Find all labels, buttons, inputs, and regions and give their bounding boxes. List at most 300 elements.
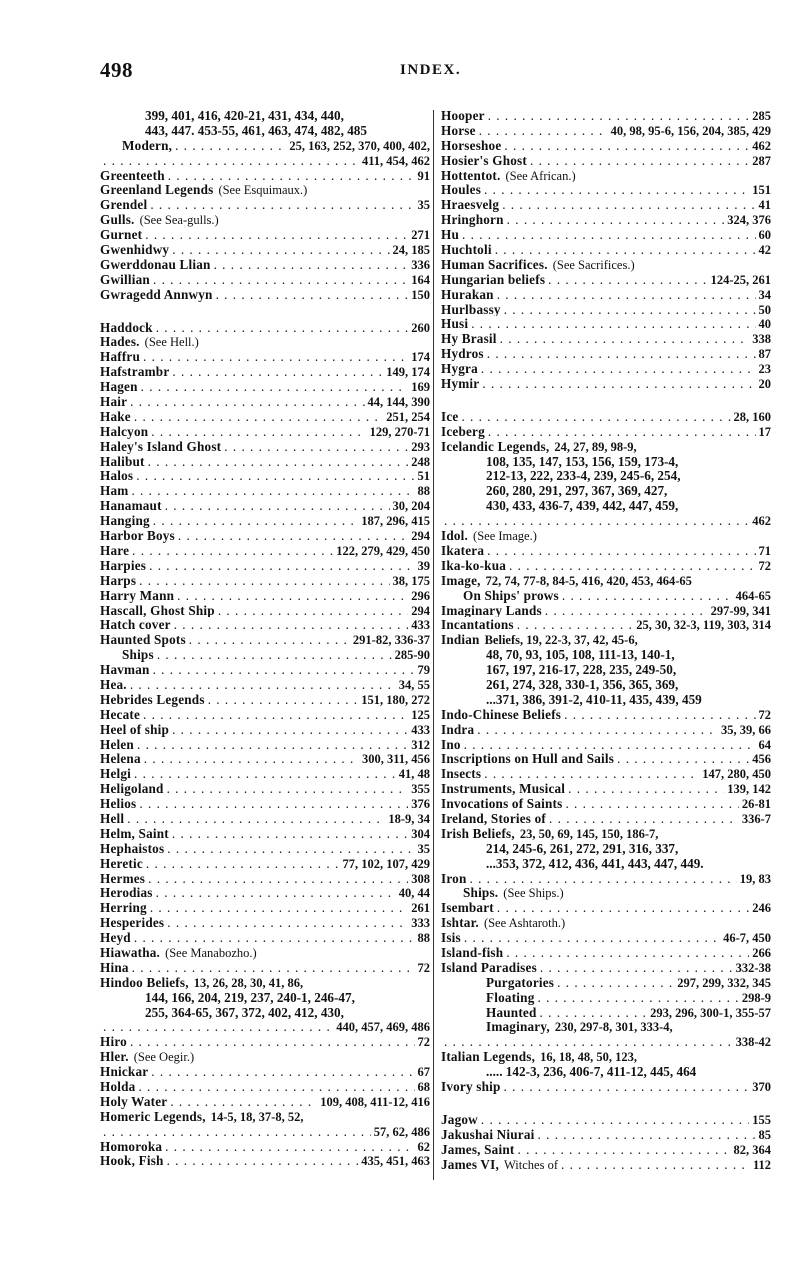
index-entry [441,197,771,212]
entry-line [100,766,430,781]
page-references: 456 [752,752,771,767]
entry-heading: Image, [441,572,481,588]
page-references: 41, 48 [398,767,430,782]
entry-line [100,871,430,886]
entry-line [441,346,771,361]
entry-line [441,331,771,346]
entry-heading: Hina [100,959,129,975]
dot-leader [564,707,755,722]
index-entry [441,707,771,722]
entry-line [100,826,430,841]
entry-line [100,153,430,168]
page-references: 72, 74, 77-8, 84-5, 416, 420, 453, 464-65 [485,573,692,588]
index-entry [441,647,771,662]
dot-leader [138,1079,414,1094]
entry-line [441,900,771,915]
page-references: 30, 204 [392,499,430,514]
index-entry [441,287,771,302]
page-references: 125 [411,707,430,722]
page-references: 150 [411,287,430,302]
dot-leader [174,617,409,632]
entry-heading: Haley's Island Ghost [100,438,222,454]
entry-line [100,513,430,528]
entry-line [441,182,771,197]
page-references: 164 [411,272,430,287]
index-entry [100,1034,430,1049]
entry-heading: Hesperides [100,915,165,931]
index-entry [441,930,771,945]
dot-leader [172,242,389,257]
page-references: 296 [411,588,430,603]
continuation-pages: 57, 62, 486 [373,1124,430,1139]
entry-line [441,722,771,737]
entry-heading: Horseshoe [441,137,502,153]
dot-leader [131,483,414,498]
index-entry [100,364,430,379]
index-entry [441,900,771,915]
dot-leader [495,242,756,257]
dot-leader [130,677,396,692]
dot-leader [504,302,756,317]
entry-line [441,1127,771,1142]
entry-line [441,227,771,242]
entry-line [100,528,430,543]
index-entry [441,498,771,513]
index-entry [100,1094,430,1109]
index-entry [441,588,771,603]
index-entry [100,751,430,766]
entry-line [100,617,430,632]
dot-leader [538,1127,756,1142]
entry-line [486,454,771,469]
entry-heading: Hanging [100,513,150,529]
entry-heading: Hy Brasil [441,331,497,347]
entry-heading: Hascall, Ghost Ship [100,602,215,618]
page-references: 35, 39, 66 [721,722,771,737]
entry-line [100,257,430,272]
index-entry [441,1112,771,1127]
continuation-pages: 338-42 [735,1035,771,1050]
entry-line [100,394,430,409]
index-entry [441,677,771,692]
index-entry [441,346,771,361]
entry-heading: Haffru [100,349,141,365]
dot-leader [617,751,749,766]
entry-heading: Ika-ko-kua [441,557,507,573]
dot-leader [464,737,756,752]
page-references: 297-99, 341 [710,603,771,618]
entry-heading: Hell [100,810,125,826]
entry-line [486,975,771,990]
cross-reference: (See Ashtaroth.) [483,916,566,931]
entry-line [441,123,771,138]
page-references: 293 [411,439,430,454]
index-entry [100,722,430,737]
dot-leader [444,1034,733,1049]
entry-heading: Ham [100,483,129,499]
index-entry [100,1019,430,1034]
index-entry [441,331,771,346]
index-entry [441,1049,771,1064]
index-entry [441,871,771,886]
page-references: 24, 185 [392,243,430,257]
dot-leader [557,975,674,990]
index-entry [100,573,430,588]
page-references: 16, 18, 48, 50, 123, [540,1050,637,1065]
entry-heading: Purgatories [486,974,555,990]
entry-heading: Hydros [441,346,484,362]
entry-heading: Harry Mann [100,587,175,603]
entry-line [441,766,771,781]
page-references: 324, 376 [727,213,771,228]
dot-leader [549,811,739,826]
dot-leader [214,257,409,272]
index-entry [441,513,771,528]
dot-leader [540,1005,648,1020]
index-entry [100,349,430,364]
entry-heading: Insects [441,766,482,782]
entry-heading: Holy Water [100,1093,168,1109]
entry-line [100,975,430,990]
index-entry [441,376,771,391]
entry-heading: Hnickar [100,1064,149,1079]
index-entry [441,1064,771,1079]
dot-leader [144,751,359,766]
entry-heading: Hermes [100,870,146,886]
entry-line [441,945,771,960]
entry-heading: Hades. [100,334,140,350]
dot-leader [538,990,739,1005]
entry-line [486,1064,771,1079]
page-references: 285-90 [394,648,430,663]
continuation-pages: 440, 457, 469, 486 [336,1020,430,1035]
entry-heading: Hanamaut [100,498,162,514]
index-column-right [441,108,771,1171]
index-entry [100,796,430,811]
dot-leader [150,900,408,915]
entry-line [441,826,771,841]
cross-reference: (See Oegir.) [133,1050,195,1065]
index-entry [441,826,771,841]
entry-line [100,1139,430,1154]
dot-leader [132,543,333,558]
index-entry [441,990,771,1005]
entry-heading: Greenland Legends [100,182,214,198]
page-references: 109, 408, 411-12, 416 [320,1094,430,1109]
dot-leader [562,588,733,603]
dot-leader [216,287,409,302]
index-entry [441,168,771,183]
index-entry [441,811,771,826]
index-entry [100,766,430,781]
entry-line [441,707,771,722]
dot-leader [509,558,755,573]
entry-line [441,751,771,766]
entry-line [100,349,430,364]
index-entry [100,1124,430,1139]
dot-leader [134,930,415,945]
index-entry [100,320,430,335]
running-head: INDEX. [400,62,462,78]
index-entry [100,1005,430,1020]
index-entry [441,439,771,454]
index-entry [100,990,430,1005]
entry-line [100,960,430,975]
dot-leader [172,722,408,737]
entry-line [100,212,430,227]
dot-leader [178,528,408,543]
index-entry [100,885,430,900]
page-references: 62 [417,1139,430,1154]
index-entry [100,394,430,409]
entry-line [100,1034,430,1049]
entry-line [441,558,771,573]
index-entry [441,960,771,975]
continuation-pages: 261, 274, 328, 330-1, 356, 365, 369, [486,676,679,692]
dot-leader [149,558,414,573]
entry-heading: Heligoland [100,781,164,797]
index-entry [100,1153,430,1168]
entry-heading: Inscriptions on Hull and Sails [441,751,615,767]
index-entry [100,182,430,197]
index-entry [100,617,430,632]
page-references: 85 [758,1127,771,1142]
page-references: 20 [758,377,771,391]
dot-leader [481,1112,749,1127]
dot-leader [172,364,383,379]
dot-leader [189,632,350,647]
page-references: 174 [411,350,430,365]
entry-line [100,558,430,573]
entry-heading: Holda [100,1079,136,1094]
entry-heading: Hooper [441,108,485,123]
dot-leader [103,1019,333,1034]
entry-line [441,871,771,886]
entry-line [441,287,771,302]
page-references: 46-7, 450 [723,931,771,945]
dot-leader [497,287,756,302]
entry-line [100,498,430,513]
entry-line [441,272,771,287]
entry-line [100,409,430,424]
entry-line [100,439,430,454]
index-entry [441,454,771,469]
entry-heading: Invocations of Saints [441,796,563,811]
entry-heading: Halibut [100,453,145,469]
entry-line [441,108,771,123]
dot-leader [167,915,408,930]
entry-heading: James VI, [441,1156,499,1172]
index-entry [100,513,430,528]
page-references: 246 [752,901,771,916]
entry-heading: Ishtar. [441,915,479,931]
page-references: 149, 174 [386,365,430,380]
entry-line [100,707,430,722]
entry-heading: Hraesvelg [441,197,500,213]
continuation-pages: ...371, 386, 391-2, 410-11, 435, 439, 459 [486,691,702,707]
cross-reference: (See Esquimaux.) [218,183,308,198]
entry-line [486,1019,771,1034]
index-entry [441,1079,771,1094]
dot-leader [477,722,718,737]
dot-leader [151,1064,414,1079]
index-entry [100,468,430,483]
dot-leader [157,647,392,662]
page-references: 91 [417,168,430,183]
entry-line [100,468,430,483]
index-entry [100,856,430,871]
index-entry [441,856,771,871]
entry-heading: Idol. [441,528,469,543]
page-references: 13, 26, 28, 30, 41, 86, [193,975,304,990]
index-entry [100,227,430,242]
index-entry [441,543,771,558]
index-entry [100,138,430,153]
dot-leader [506,945,749,960]
cross-reference: (See Manabozho.) [165,945,257,960]
dot-leader [471,316,755,331]
index-entry [441,692,771,707]
page-references: 230, 297-8, 301, 333-4, [554,1020,673,1035]
index-entry [441,227,771,242]
dot-leader [137,737,408,752]
dot-leader [208,692,359,707]
dot-leader [153,272,408,287]
dot-leader [565,796,738,811]
index-entry [100,1064,430,1079]
entry-line [441,361,771,376]
index-entry [100,257,430,272]
index-entry [441,361,771,376]
entry-heading: Helios [100,796,137,811]
page-references: 24, 27, 89, 98-9, [554,439,637,454]
entry-line [100,588,430,603]
entry-line [100,454,430,469]
entry-heading: Jakushai Niurai [441,1126,535,1142]
dot-leader [224,439,408,454]
entry-line [100,1109,430,1124]
index-entry [441,108,771,123]
entry-heading: Jagow [441,1111,478,1127]
page-references: 129, 270-71 [369,424,430,439]
page-references: 14-5, 18, 37-8, 52, [210,1109,304,1124]
dot-leader [143,349,408,364]
page-references: 51 [417,469,430,484]
entry-heading: Homoroka [100,1138,163,1154]
entry-line [441,573,771,588]
entry-line [100,603,430,618]
page-references: 112 [752,1157,771,1172]
page-references: 462 [752,138,771,153]
entry-line [100,915,430,930]
entry-heading: Hindoo Beliefs, [100,974,189,990]
entry-heading: Hebrides Legends [100,691,205,707]
continuation-pages: 167, 197, 216-17, 228, 235, 249-50, [486,662,677,677]
entry-line [100,424,430,439]
page-references: 79 [417,663,430,677]
index-entry [100,212,430,227]
entry-heading: Gwenhidwy [100,242,170,257]
entry-heading: Iron [441,870,467,886]
page-references: 72 [417,1035,430,1050]
dot-leader [130,1034,415,1049]
index-entry [100,197,430,212]
index-entry [441,123,771,138]
entry-heading: Herring [100,900,147,916]
continuation-pages: ...353, 372, 412, 436, 441, 443, 447, 449. [486,855,704,871]
entry-line [100,1049,430,1064]
index-entry [441,603,771,618]
entry-line [100,781,430,796]
index-entry [441,617,771,632]
dot-leader [170,1094,317,1109]
index-entry [441,182,771,197]
dot-leader [132,960,415,975]
dot-leader [548,272,707,287]
entry-line [100,1094,430,1109]
entry-heading: Helm, Saint [100,825,169,841]
page-references: 72 [417,960,430,975]
entry-heading: Hook, Fish [100,1153,164,1169]
dot-leader [481,361,756,376]
letter-gap [441,1094,771,1112]
page-references: 39 [417,558,430,573]
entry-line [100,1153,430,1168]
page-references: 261 [411,901,430,916]
index-entry [100,781,430,796]
entry-heading: Haunted Spots [100,632,186,648]
index-entry [100,632,430,647]
index-entry [100,603,430,618]
entry-line [441,1112,771,1127]
index-entry [441,468,771,483]
index-entry [441,316,771,331]
page-references: 155 [752,1112,771,1127]
continuation-pages: 212-13, 222, 233-4, 239, 245-6, 254, [486,468,681,484]
page-references: 38, 175 [392,573,430,588]
dot-leader [151,424,366,439]
dot-leader [484,182,749,197]
index-entry [100,945,430,960]
entry-line [100,320,430,335]
column-divider [433,110,434,1180]
entry-line [100,930,430,945]
index-entry [441,528,771,543]
page-references: 187, 296, 415 [361,514,430,529]
entry-line [100,168,430,183]
entry-heading: Modern, [122,137,173,153]
entry-heading: Island Paradises [441,959,537,975]
page-references: 312 [411,737,430,752]
page-references: 19, 83 [739,871,771,886]
dot-leader [134,766,396,781]
page-references: 294 [411,529,430,543]
entry-line [100,662,430,677]
dot-leader [150,197,414,212]
entry-heading: Gwillian [100,271,150,287]
page-references: 333 [411,916,430,931]
page-references: Beliefs, 19, 22-3, 37, 42, 45-6, [484,633,638,648]
entry-line [441,960,771,975]
page-references: 71 [758,543,771,558]
entry-line [441,168,771,183]
index-entry [441,1019,771,1034]
continuation-pages: 214, 245-6, 261, 272, 291, 316, 337, [486,840,679,856]
cross-reference: (See Sacrifices.) [552,257,635,272]
continuation-pages: 144, 166, 204, 219, 237, 240-1, 246-47, [145,989,355,1005]
entry-heading: Ships [122,647,154,663]
continuation-pages: 48, 70, 93, 105, 108, 111-13, 140-1, [486,647,675,663]
